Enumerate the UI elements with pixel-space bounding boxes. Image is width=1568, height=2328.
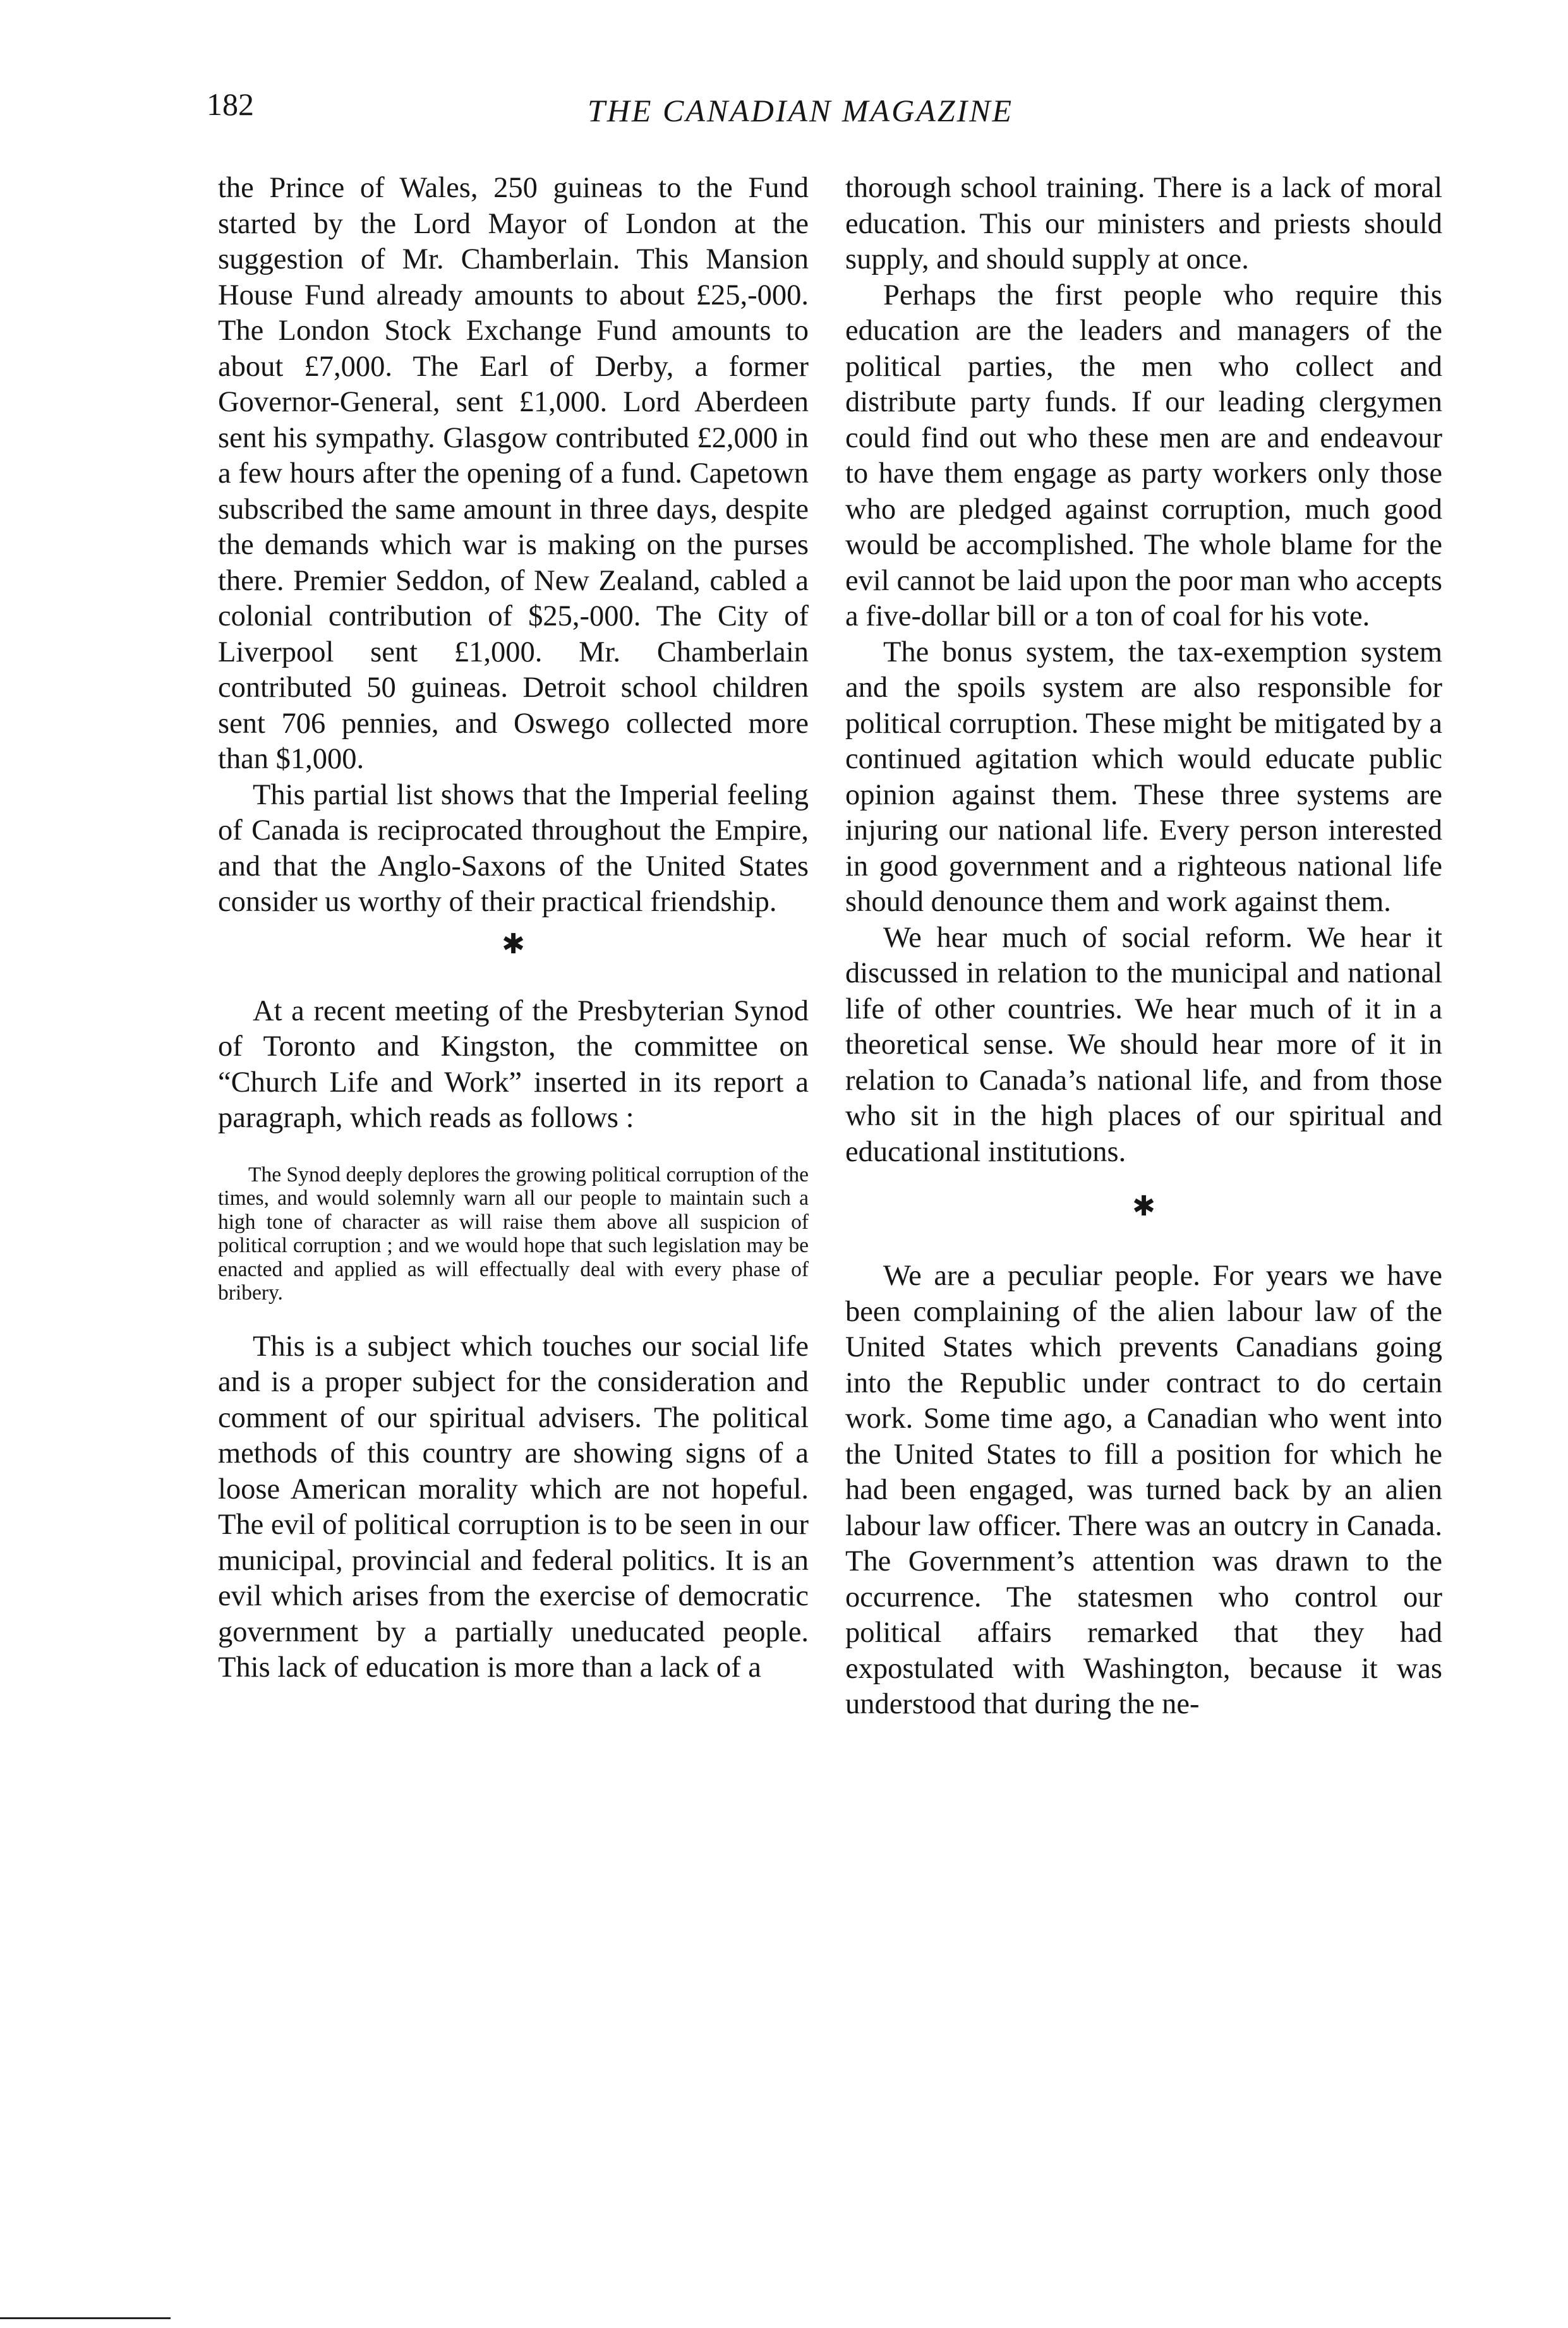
paragraph: We hear much of social reform. We hear it discussed in relation to the municipal and national life of other countries. We hear much of it in a theoretical sense. We should hear more of it in relation to Canada’s national life, and from those who sit in the high places of our spiritual and educational institutions.: [845, 921, 1442, 1168]
section-separator-asterisk: ✱: [502, 928, 525, 960]
paragraph: The bonus system, the tax-exemption system and the spoils system are also responsible for political corruption. These might be mitigated by a continued agitation which would educate public opinion against them. These three systems are injuring our national life. Every person interested in good government and a righteous national life should denounce them and work against them.: [845, 636, 1442, 918]
running-title: THE CANADIAN MAGAZINE: [588, 93, 1014, 128]
left-column: [218, 171, 809, 1686]
section-separator-asterisk: ✱: [1132, 1191, 1155, 1222]
block-quote: The Synod deeply deplores the growing political corruption of the times, and would solemnly warn all our people to maintain such a high tone of character as will raise them above all suspicion of political corruption ; and we would hope that such legislation may be enacted and applied as will effectually deal with every phase of bribery.: [218, 1162, 809, 1305]
paragraph: We are a peculiar people. For years we have been complaining of the alien labour law of the United States which prevents Canadians going into the Republic under contract to do certain work. Some time ago, a Canadian who went into the United States to fill a position for which he had been engaged, was turned back by an alien labour law officer. There was an outcry in Canada. The Government’s attention was drawn to the occurrence. The statesmen who control our political affairs remarked that they had expostulated with Washington, because it was understood that during the ne-: [845, 1260, 1442, 1720]
right-column: [845, 171, 1442, 1723]
paragraph: This is a subject which touches our social life and is a proper subject for the consideration and comment of our spiritual advisers. The political methods of this country are showing signs of a loose American morality which are not hopeful. The evil of political corruption is to be seen in our municipal, provincial and federal politics. It is an evil which arises from the exercise of democratic government by a partially uneducated people. This lack of education is more than a lack of a: [218, 1330, 809, 1684]
paragraph: At a recent meeting of the Presbyterian Synod of Toronto and Kingston, the committee on “Church Life and Work” inserted in its report a paragraph, which reads as follows :: [218, 994, 809, 1134]
page-number: 182: [207, 87, 254, 122]
paragraph: the Prince of Wales, 250 guineas to the Fund started by the Lord Mayor of London at the suggestion of Mr. Chamberlain. This Mansion House Fund already amounts to about £25,-000. The London Stock Exchange Fund amounts to about £7,000. The Earl of Derby, a former Governor-General, sent £1,000. Lord Aberdeen sent his sympathy. Glasgow contributed £2,000 in a few hours after the opening of a fund. Capetown subscribed the same amount in three days, despite the demands which war is making on the purses there. Premier Seddon, of New Zealand, cabled a colonial contribution of $25,-000. The City of Liverpool sent £1,000. Mr. Chamberlain contributed 50 guineas. Detroit school children sent 706 pennies, and Oswego collected more than $1,000.: [218, 172, 809, 775]
paragraph: This partial list shows that the Imperial feeling of Canada is reciprocated throughout the Empire, and that the Anglo-Saxons of the United States consider us worthy of their practical friendship.: [218, 778, 809, 918]
paragraph: Perhaps the first people who require this education are the leaders and managers of the political parties, the men who collect and distribute party funds. If our leading clergymen could find out who these men are and endeavour to have them engage as party workers only those who are pledged against corruption, much good would be accomplished. The whole blame for the evil cannot be laid upon the poor man who accepts a five-dollar bill or a ton of coal for his vote.: [845, 279, 1442, 632]
paragraph: thorough school training. There is a lack of moral education. This our ministers and priests should supply, and should supply at once.: [845, 172, 1442, 275]
page-edge-rule: [0, 2317, 171, 2319]
